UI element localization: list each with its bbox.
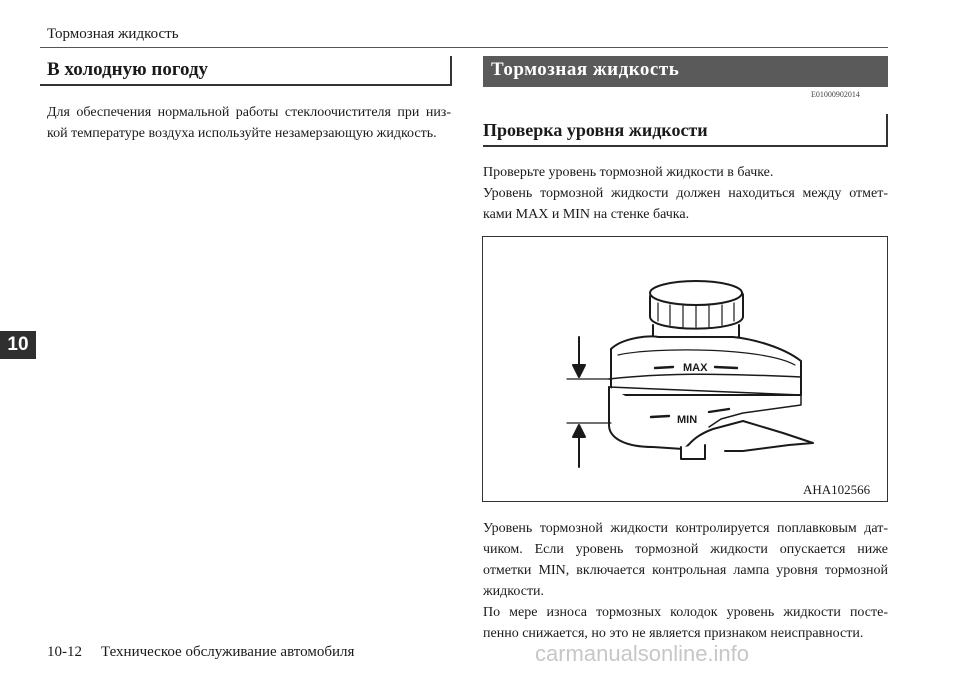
page-number: 10-12 <box>47 644 82 660</box>
max-label: MAX <box>683 362 708 374</box>
cold-weather-heading-text: В холодную погоду <box>47 59 209 80</box>
paragraph-line: ками MAX и MIN на стенке бачка. <box>483 207 690 222</box>
min-label: MIN <box>677 414 698 426</box>
paragraph-line: Проверьте уровень тормозной жидкости в бачке. <box>483 165 774 180</box>
paragraph-line: По мере износа тормозных колодок уровень жидкости посте- <box>483 605 888 620</box>
figure-code: AHA102566 <box>803 482 871 497</box>
check-level-heading-text: Проверка уровня жидкости <box>483 120 708 140</box>
heading-end-mark <box>886 114 888 147</box>
cold-weather-paragraph <box>47 102 451 144</box>
watermark: carmanualsonline.info <box>535 641 750 666</box>
paragraph-line: Для обеспечения нормальной работы стеклоочистителя при низ- <box>47 105 451 120</box>
sensor-description <box>483 518 888 644</box>
section-title-bar <box>483 56 888 87</box>
section-tab: 10 <box>0 331 36 359</box>
check-level-intro <box>483 162 888 225</box>
paragraph-line: Уровень тормозной жидкости должен находиться между отмет- <box>483 186 888 201</box>
paragraph-line: чиком. Если уровень тормозной жидкости опускается ниже <box>483 542 888 557</box>
document-code: E01000902014 <box>811 90 860 99</box>
brake-fluid-reservoir-figure <box>482 236 888 502</box>
header-divider <box>40 47 888 48</box>
check-level-heading <box>483 114 888 147</box>
running-header: Тормозная жидкость <box>47 26 179 42</box>
chapter-title: Техническое обслуживание автомобиля <box>101 644 355 660</box>
paragraph-line: пенно снижается, но это не является признаком неисправности. <box>483 626 864 641</box>
cold-weather-heading <box>40 56 452 86</box>
section-title: Тормозная жидкость <box>491 59 680 80</box>
paragraph-line: жидкости. <box>483 584 545 599</box>
heading-end-mark <box>450 56 452 86</box>
paragraph-line: Уровень тормозной жидкости контролируется поплавковым дат- <box>483 521 888 536</box>
reservoir-illustration <box>483 237 886 500</box>
paragraph-line: отметки MIN, включается контрольная лампа уровня тормозной <box>483 563 888 578</box>
paragraph-line: кой температуре воздуха используйте незамерзающую жидкость. <box>47 126 437 141</box>
